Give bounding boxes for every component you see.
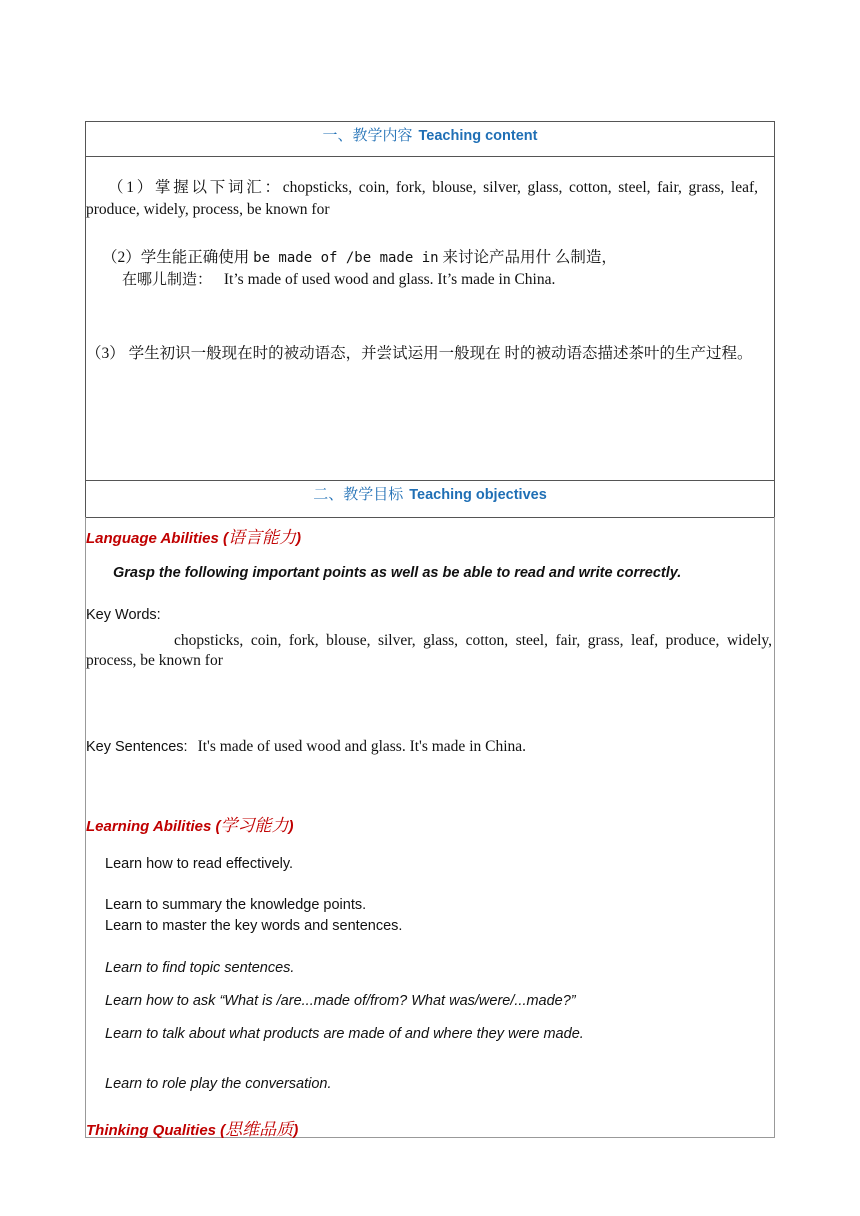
learning-item: Learn to find topic sentences.	[105, 960, 295, 976]
key-sentences-text: It's made of used wood and glass. It's made in China.	[197, 738, 527, 755]
teaching-content-header	[86, 122, 774, 157]
content-item-2-where: 在哪儿制造：	[122, 272, 213, 288]
teaching-content-header-zh: 一、教学内容	[322, 126, 413, 144]
teaching-objectives-header	[86, 480, 774, 519]
learning-item: Learn to summary the knowledge points.	[105, 897, 367, 913]
grasp-text: Grasp the following important points as well as be able to read and write correctly.	[113, 565, 682, 581]
teaching-objectives-header-en: Teaching objectives	[409, 487, 547, 503]
teaching-objectives-header-zh: 二、教学目标	[313, 485, 404, 503]
teaching-content-header-en: Teaching content	[418, 128, 538, 144]
content-item-2	[102, 247, 617, 291]
language-abilities-title-close: )	[295, 530, 301, 547]
learning-abilities-title-en: Learning Abilities (	[86, 818, 221, 835]
teaching-objectives-body	[85, 517, 775, 1138]
teaching-content-table	[85, 121, 775, 518]
content-item-1-text: （1）掌握以下词汇：chopsticks, coin, fork, blouse, silver, glass, cotton, steel, fair, grass, leaf, produce, widely, process, be known for	[86, 179, 758, 218]
language-abilities-title-zh: 语言能力	[227, 528, 296, 548]
content-item-2-example: It’s made of used wood and glass. It’s made in China.	[223, 271, 556, 288]
content-item-2-prefix: （2）学生能正确使用	[102, 249, 250, 266]
content-item-3: （3） 学生初识一般现在时的被动语态，并尝试运用一般现在 时的被动语态描述茶叶的生产过程。	[86, 345, 753, 362]
learning-abilities-title-zh: 学习能力	[220, 816, 289, 836]
learning-abilities-title-close: )	[288, 818, 294, 835]
content-item-2-code: be made of /be made in	[253, 250, 439, 266]
key-words-label: Key Words:	[86, 607, 161, 623]
content-item-2-suffix: 来讨论产品用什 么制造，	[442, 249, 617, 266]
content-item-1	[86, 177, 758, 221]
learning-item: Learn how to ask “What is /are...made of/from? What was/were/...made?”	[105, 993, 576, 1009]
thinking-qualities-title	[86, 1115, 298, 1140]
language-abilities-title-en: Language Abilities (	[86, 530, 228, 547]
learning-abilities-title	[86, 811, 293, 836]
key-sentences	[86, 738, 526, 756]
learning-item: Learn to master the key words and sentences.	[105, 918, 403, 934]
thinking-qualities-title-zh: 思维品质	[225, 1120, 294, 1140]
learning-item: Learn how to read effectively.	[105, 856, 294, 872]
learning-item: Learn to role play the conversation.	[105, 1076, 332, 1092]
thinking-qualities-title-close: )	[293, 1122, 299, 1139]
key-sentences-label: Key Sentences:	[86, 739, 188, 755]
key-words-text: chopsticks, coin, fork, blouse, silver, glass, cotton, steel, fair, grass, leaf, produce, widely, process, be known for	[86, 632, 772, 669]
language-abilities-title	[86, 523, 301, 548]
thinking-qualities-title-en: Thinking Qualities (	[86, 1122, 226, 1139]
learning-item: Learn to talk about what products are made of and where they were made.	[105, 1026, 584, 1042]
